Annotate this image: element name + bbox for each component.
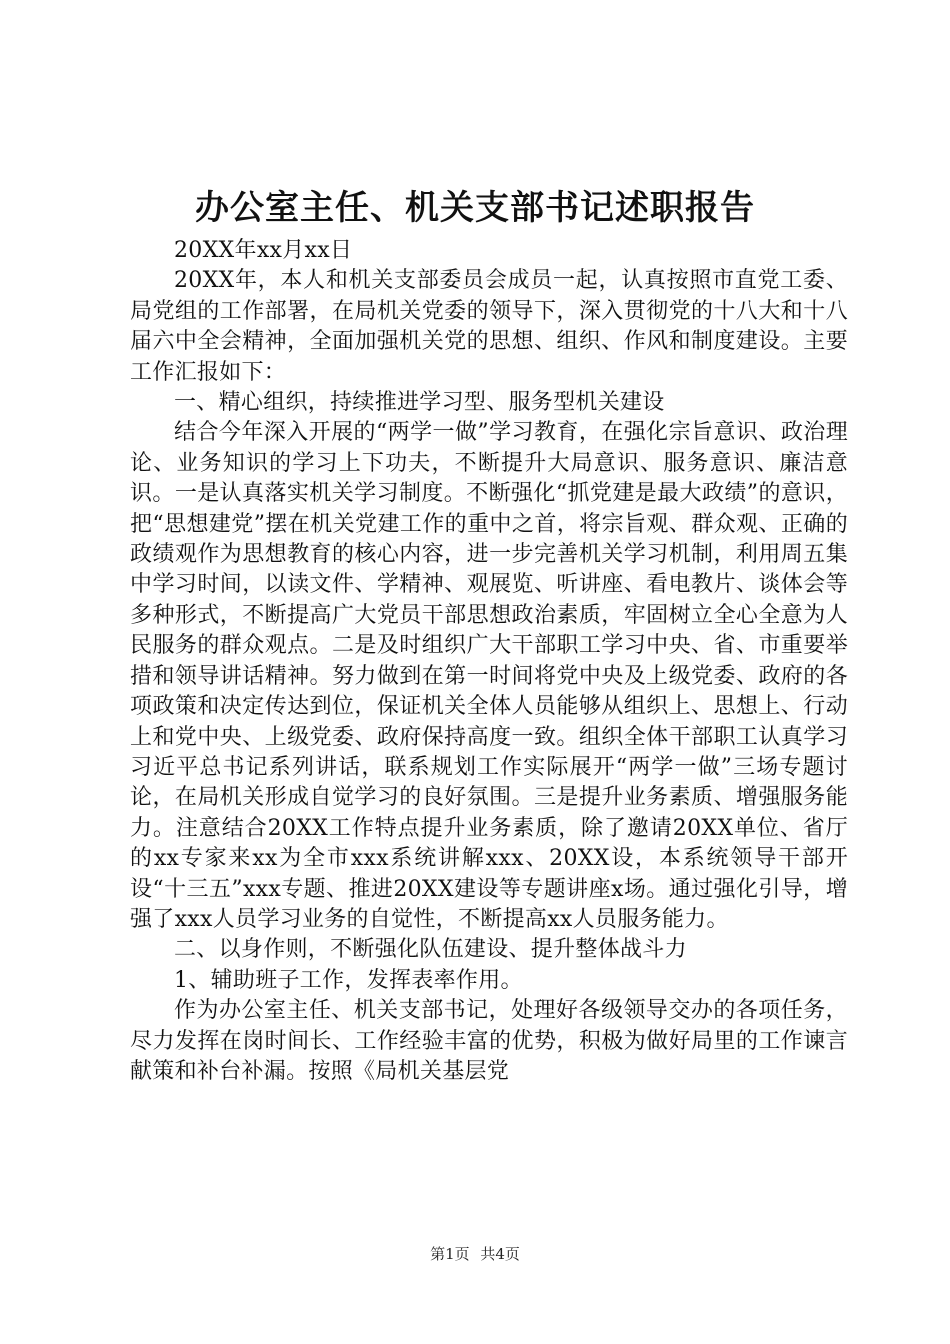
page-footer: [0, 1244, 950, 1264]
document-title: 办公室主任、机关支部书记述职报告: [195, 188, 755, 228]
section-heading-1: 一、精心组织，持续推进学习型、服务型机关建设: [174, 390, 665, 416]
page-total: 共4页: [480, 1245, 520, 1263]
subsection-1-paragraph: 作为办公室主任、机关支部书记，处理好各级领导交办的各项任务，尽力发挥在岗时间长、工作经验丰富的优势，积极为做好局里的工作谏言献策和补台补漏。按照《局机关基层党: [130, 998, 848, 1084]
date-line: 20XX年xx月xx日: [174, 238, 353, 263]
section-heading-2: 二、以身作则，不断强化队伍建设、提升整体战斗力: [174, 937, 687, 963]
subsection-heading-1: 1、辅助班子工作，发挥表率作用。: [174, 967, 523, 993]
intro-paragraph: 20XX年，本人和机关支部委员会成员一起，认真按照市直党工委、局党组的工作部署，在局机关党委的领导下，深入贯彻党的十八大和十八届六中全会精神，全面加强机关党的思想、组织、作风和制度建设。主要工作汇报如下：: [130, 268, 848, 385]
document-body: [130, 236, 848, 1087]
section-1-paragraph: 结合今年深入开展的“两学一做”学习教育，在强化宗旨意识、政治理论、业务知识的学习上下功夫，不断提升大局意识、服务意识、廉洁意识。一是认真落实机关学习制度。不断强化“抓党建是最大政绩”的意识，把“思想建党”摆在机关党建工作的重中之首，将宗旨观、群众观、正确的政绩观作为思想教育的核心内容，进一步完善机关学习机制，利用周五集中学习时间，以读文件、学精神、观展览、听讲座、看电教片、谈体会等多种形式，不断提高广大党员干部思想政治素质，牢固树立全心全意为人民服务的群众观点。二是及时组织广大干部职工学习中央、省、市重要举措和领导讲话精神。努力做到在第一时间将党中央及上级党委、政府的各项政策和决定传达到位，保证机关全体人员能够从组织上、思想上、行动上和党中央、上级党委、政府保持高度一致。组织全体干部职工认真学习习近平总书记系列讲话，联系规划工作实际展开“两学一做”三场专题讨论，在局机关形成自觉学习的良好氛围。三是提升业务素质、增强服务能力。注意结合20XX工作特点提升业务素质，除了邀请20XX单位、省厅的xx专家来xx为全市xxx系统讲解xxx、20XX设，本系统领导干部开设“十三五”xxx专题、推进20XX建设等专题讲座x场。通过强化引导，增强了xxx人员学习业务的自觉性，不断提高xx人员服务能力。: [130, 420, 848, 932]
page-number: 第1页: [430, 1245, 470, 1263]
